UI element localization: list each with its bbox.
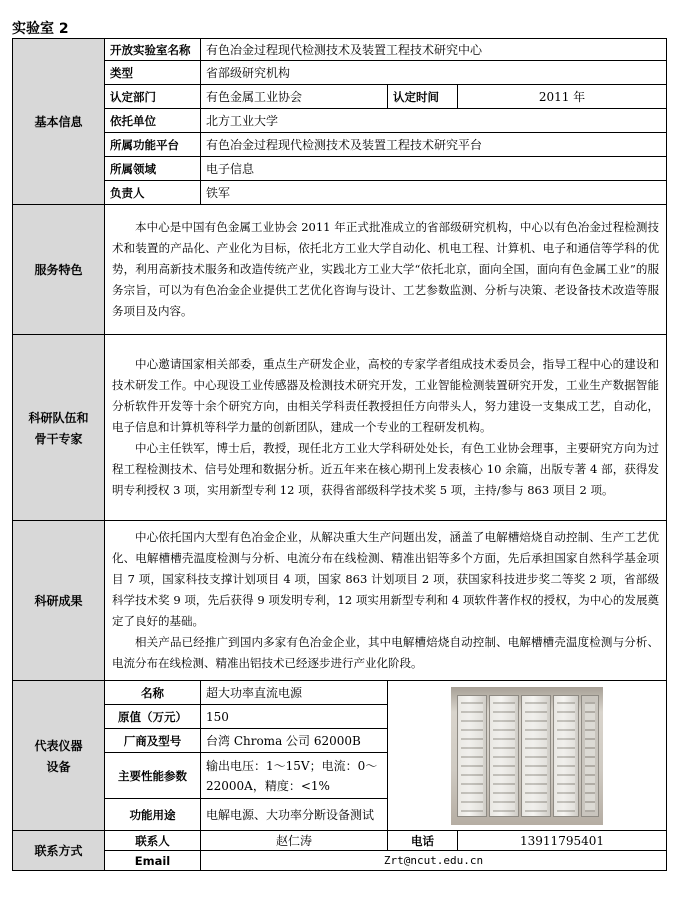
service-paragraph: 本中心是中国有色金属工业协会 2011 年正式批准成立的省部级研究机构，中心以有色冶金过程检测技术和装置的产品化、产业化为目标，依托北方工业大学自动化、机电工程、计算机、电子和通信等学科的优势，利用高新技术服务和改造传统产业，实践北方工业大学“依托北京，面向全国，面向有色金属工业”的服务宗旨，可以为有色冶金企业提供工艺优化咨询与设计、工艺参数监测、分析与决策、老设备技术改造等服务项目及内容。 (112, 220, 660, 318)
lab-name-label: 开放实验室名称 (105, 39, 201, 61)
instrument-photo-cell (388, 681, 667, 831)
type-value: 省部级研究机构 (201, 61, 667, 85)
host-unit-label: 依托单位 (105, 109, 201, 133)
platform-label: 所属功能平台 (105, 133, 201, 157)
lab-title: 实验室 2 (12, 21, 69, 37)
accredit-time-value: 2011 年 (458, 85, 667, 109)
section-contact: 联系方式 (13, 831, 105, 871)
team-text-cell (105, 335, 667, 521)
field-value: 电子信息 (201, 157, 667, 181)
leader-label: 负责人 (105, 181, 201, 205)
instrument-params-line1: 输出电压：1～15V；电流：0～ (206, 758, 378, 773)
team-paragraph-1: 中心邀请国家相关部委，重点生产研发企业，高校的专家学者组成技术委员会，指导工程中心的建设和技术研发工作。中心现设工业传感器及检测技术研究开发，工业智能检测装置研究开发，工业生产数据智能分析软件开发等十余个研究方向，由相关学科责任教授担任方向带头人，努力建设一支集成工艺，自动化，电子信息和计算机等科学力量的创新团队，建成一个专业的工程研发机构。 (112, 357, 660, 434)
leader-value: 铁军 (201, 181, 667, 205)
achievements-text-cell (105, 521, 667, 681)
instrument-params-line2: 22000A，精度：<1% (206, 778, 330, 793)
instrument-maker-label: 厂商及型号 (105, 729, 201, 753)
phone-label: 电话 (388, 831, 458, 851)
section-achievements: 科研成果 (13, 521, 105, 681)
section-basic-info: 基本信息 (13, 39, 105, 205)
lab-name-value: 有色冶金过程现代检测技术及装置工程技术研究中心 (201, 39, 667, 61)
email-value: Zrt@ncut.edu.cn (201, 851, 667, 871)
team-paragraph-2: 中心主任铁军，博士后，教授，现任北方工业大学科研处处长，有色工业协会理事，主要研究方向为过程工程检测技术、信号处理和数据分析。近五年来在核心期刊上发表核心 10 余篇，出版专著 4 部，获得发明专利授权 3 项，实用新型专利 12 项，获得省部级科学技术奖 5 项，主持/参与 863 项目 2 项。 (112, 441, 660, 497)
dept-value: 有色金属工业协会 (201, 85, 388, 109)
email-label: Email (105, 851, 201, 871)
instrument-photo (451, 687, 603, 825)
instrument-name-label: 名称 (105, 681, 201, 705)
instrument-price-label: 原值（万元） (105, 705, 201, 729)
achievements-paragraph-1: 中心依托国内大型有色冶金企业，从解决重大生产问题出发，涵盖了电解槽焙烧自动控制、生产工艺优化、电解槽槽壳温度检测与分析、电流分布在线检测、精准出铝等多个方面，先后承担国家自然科学基金项目 7 项，国家科技支撑计划项目 4 项，国家 863 计划项目 2 项，获国家科技进步奖二等奖 2 项，省部级科学技术奖 9 项，先后获得 9 项发明专利，12 项实用新型专利和 4 项软件著作权的授权，为中心的发展奠定了良好的基础。 (112, 530, 660, 628)
host-unit-value: 北方工业大学 (201, 109, 667, 133)
section-instrument-line2: 设备 (46, 759, 71, 774)
section-service: 服务特色 (13, 205, 105, 335)
phone-value: 13911795401 (458, 831, 667, 851)
section-team-line1: 科研队伍和 (28, 410, 89, 425)
achievements-paragraph-2: 相关产品已经推广到国内多家有色冶金企业，其中电解槽焙烧自动控制、电解槽槽壳温度检测与分析、电流分布在线检测、精准出铝技术已经逐步进行产业化阶段。 (112, 635, 660, 670)
instrument-usage-value: 电解电源、大功率分断设备测试 (201, 799, 388, 831)
dept-label: 认定部门 (105, 85, 201, 109)
instrument-maker-value: 台湾 Chroma 公司 62000B (201, 729, 388, 753)
accredit-time-label: 认定时间 (388, 85, 458, 109)
section-team-line2: 骨干专家 (34, 431, 83, 446)
contact-person-value: 赵仁涛 (201, 831, 388, 851)
service-text-cell (105, 205, 667, 335)
section-instrument (13, 681, 105, 831)
instrument-usage-label: 功能用途 (105, 799, 201, 831)
contact-person-label: 联系人 (105, 831, 201, 851)
instrument-params-value (201, 753, 388, 799)
type-label: 类型 (105, 61, 201, 85)
section-team (13, 335, 105, 521)
platform-value: 有色冶金过程现代检测技术及装置工程技术研究平台 (201, 133, 667, 157)
lab-info-table (12, 38, 667, 871)
instrument-params-label: 主要性能参数 (105, 753, 201, 799)
instrument-name-value: 超大功率直流电源 (201, 681, 388, 705)
instrument-price-value: 150 (201, 705, 388, 729)
field-label: 所属领域 (105, 157, 201, 181)
section-instrument-line1: 代表仪器 (34, 738, 83, 753)
